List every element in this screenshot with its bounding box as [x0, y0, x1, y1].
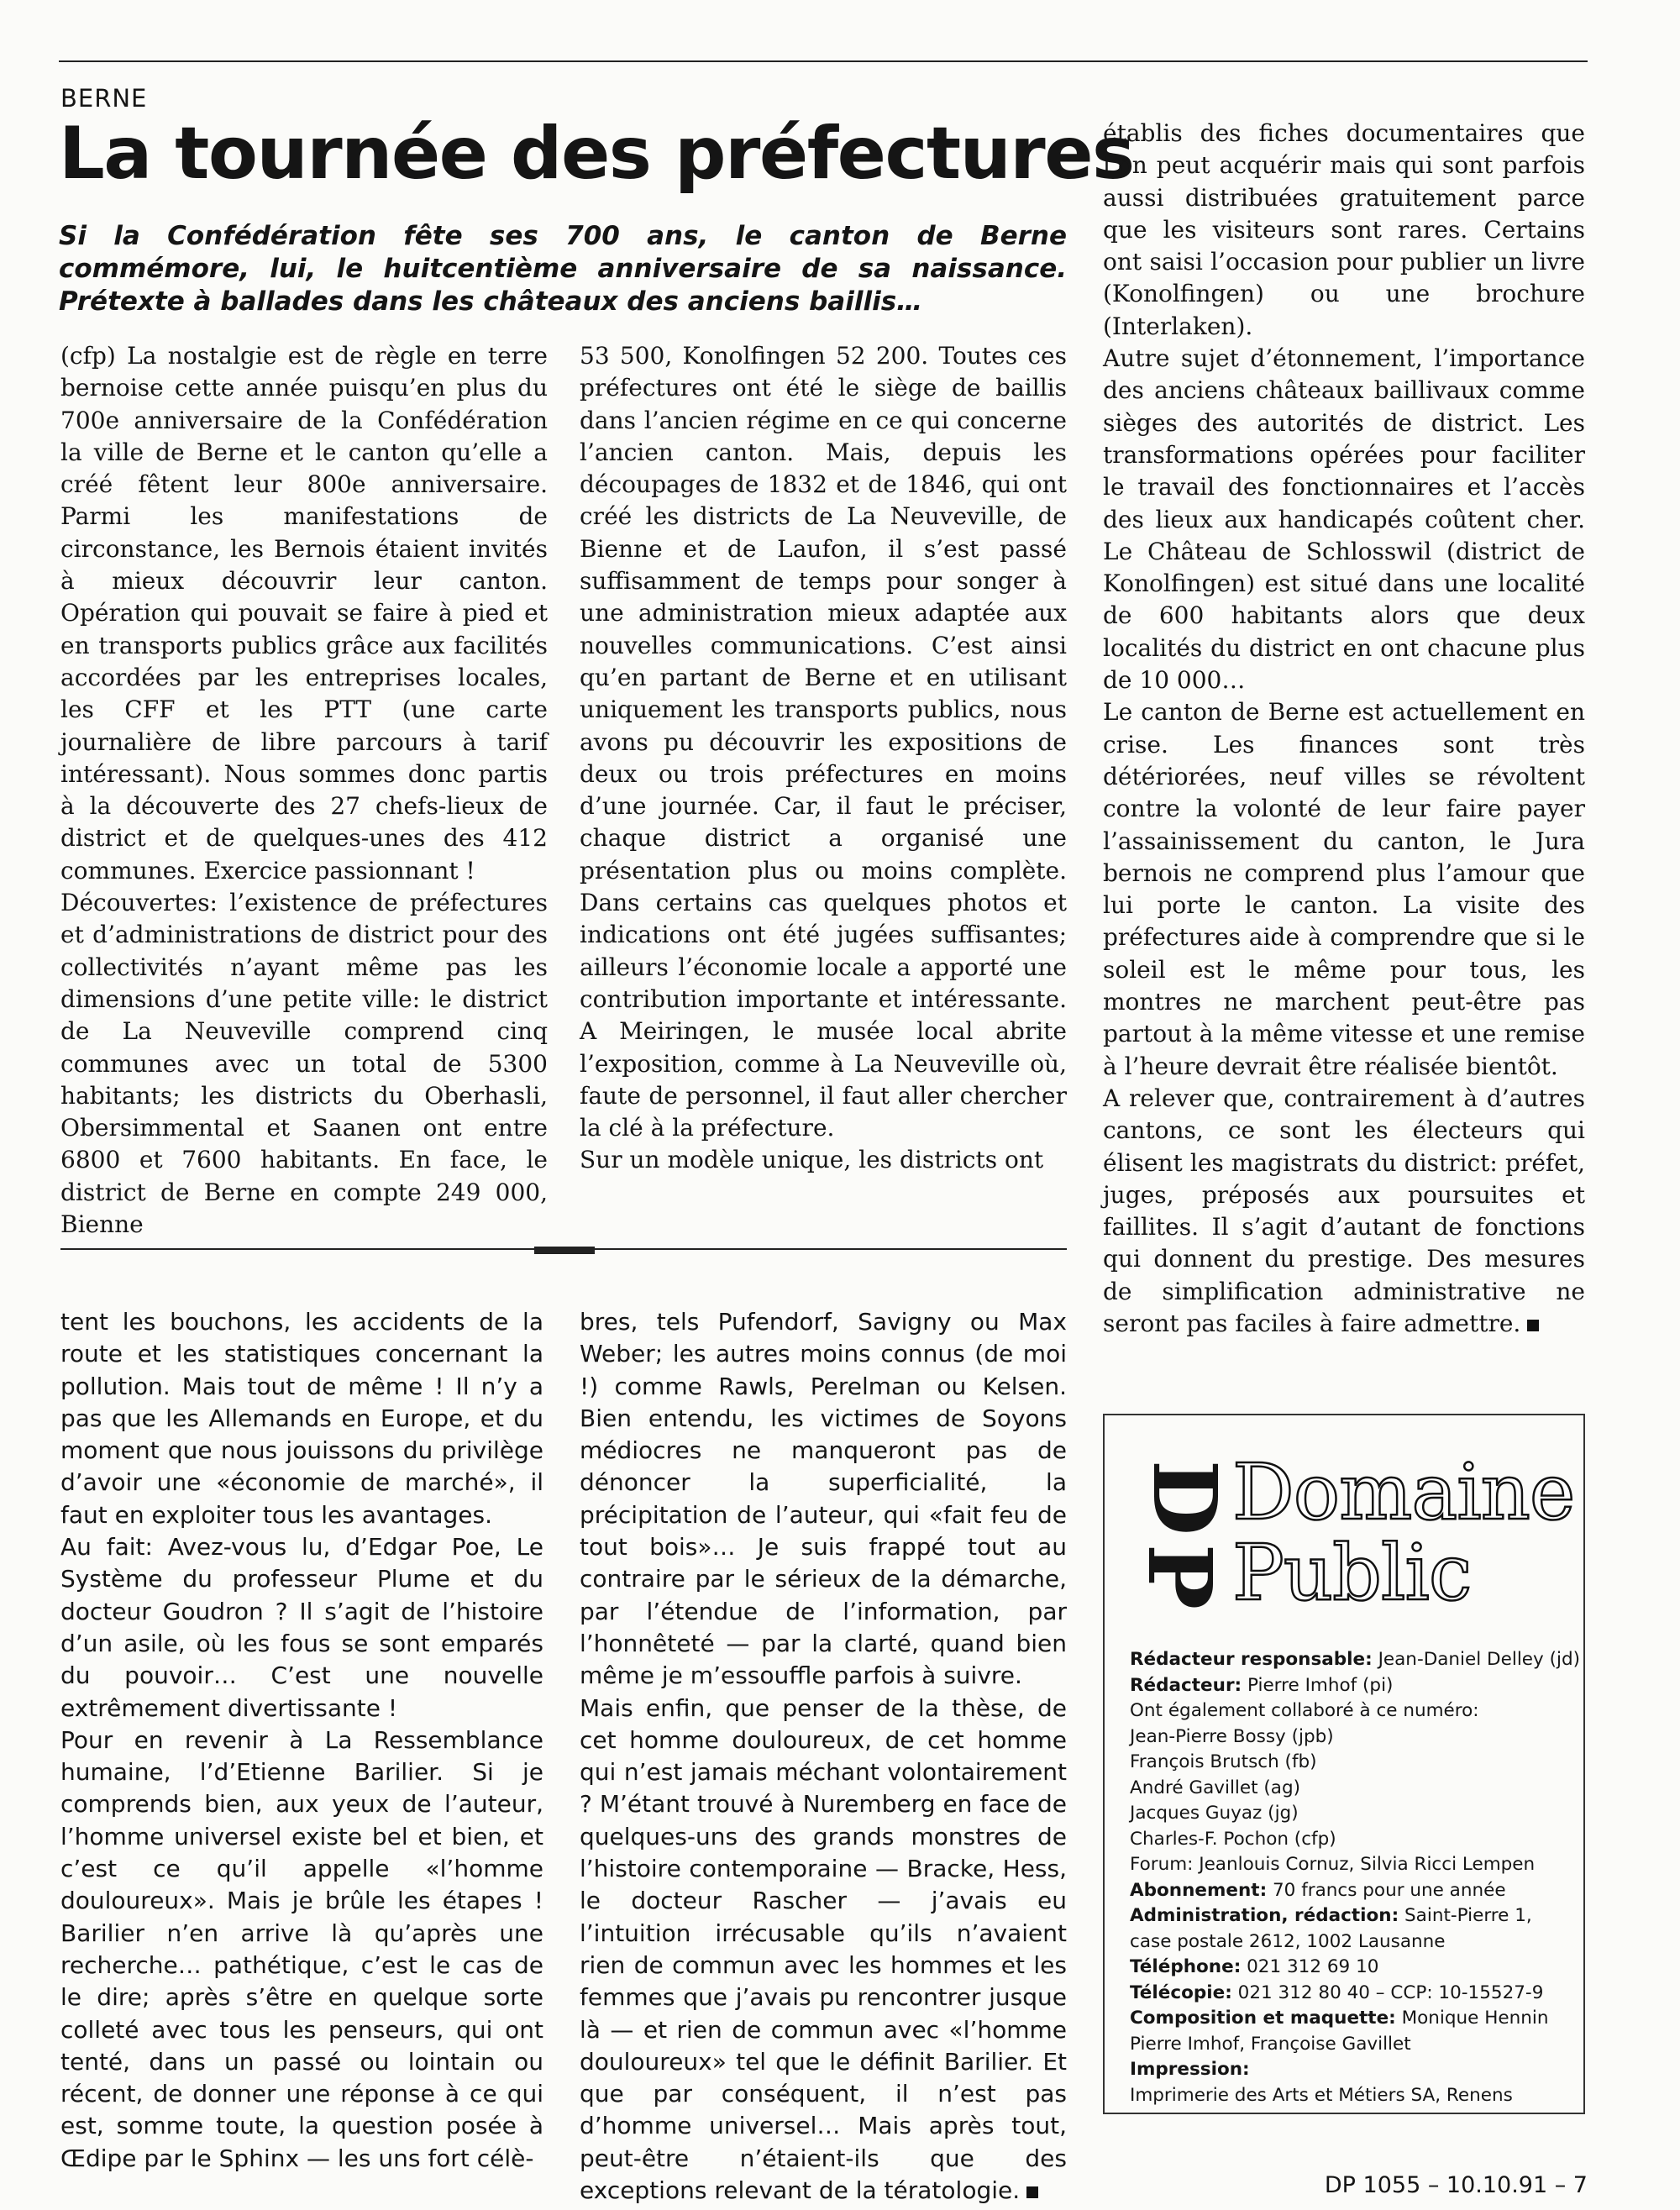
paragraph: Autre sujet d’étonnement, l’importance des anciens châteaux baillivaux comme sièges des autorités de district. Les transformations opérées pour faciliter le travail des fonctionnaires et l’accès des lieux aux handicapés coûtent cher. Le Château de Schlosswil (district de Konolfingen) est situé dans une localité de 600 habitants alors que deux localités du district en ont chacune plus de 10 000…	[1103, 344, 1585, 695]
paragraph: établis des fiches documentaires que l’on peut acquérir mais qui sont parfois aussi distribuées gratuitement parce que les visiteurs sont rares. Certains ont saisi l’occasion pour publier un livre (Konolfingen) ou une brochure (Interlaken).	[1103, 119, 1585, 340]
paragraph: tent les bouchons, les accidents de la route et les statistiques concernant la pollution. Mais tout de même ! Il n’y a pas que les Allemands en Europe, et du moment que nous jouissons du privilège d’avoir une «économie de marché», il faut en exploiter tous les avantages.	[60, 1308, 543, 1529]
divider-bar	[534, 1247, 595, 1254]
credit-line: Jean-Pierre Bossy (jpb)	[1130, 1725, 1334, 1747]
credit-line: François Brutsch (fb)	[1130, 1751, 1317, 1772]
section-kicker: BERNE	[60, 84, 148, 113]
credit-line: Abonnement: 70 francs pour une année	[1130, 1879, 1506, 1901]
paragraph	[1103, 1083, 1585, 1340]
paragraph: Pour en revenir à La Ressemblance humaine, l’d’Etienne Barilier. Si je comprends bien, aux yeux de l’auteur, l’homme universel existe bel et bien, et c’est ce qu’il appelle «l’homme douloureux». Mais je brûle les étapes ! Barilier n’en arrive là qu’après une recherche… pathétique, c’est le cas de le dire; après s’être en quelque sorte colleté avec tous les penseurs, qui ont tenté, dans un passé ou lointain ou récent, de donner une réponse à ce qui est, somme toute, la question posée à Œdipe par le Sphinx — les uns fort célè-	[60, 1725, 543, 2172]
paragraph: Découvertes: l’existence de préfectures et d’administrations de district pour des collectivités n’ayant même pas les dimensions d’une petite ville: le district de La Neuveville comprend cinq communes avec un total de 5300 habitants; les districts du Oberhasli, Obersimmental et Saanen ont entre 6800 et 7600 habitants. En face, le district de Berne en compte 249 000, Bienne	[60, 889, 548, 1239]
credit-line: Impression:	[1130, 2059, 1250, 2080]
article-berne-column-2	[580, 340, 1067, 1177]
credit-line: Jacques Guyaz (jg)	[1130, 1803, 1299, 1824]
credit-line: case postale 2612, 1002 Lausanne	[1130, 1930, 1446, 1952]
headline: La tournée des préfectures	[59, 112, 1134, 196]
page-folio: DP 1055 – 10.10.91 – 7	[1324, 2172, 1588, 2198]
lede: Si la Confédération fête ses 700 ans, le canton de Berne commémore, lui, le huitcentième anniversaire de sa naissance. Prétexte à ballades dans les châteaux des anciens baillis…	[59, 221, 1067, 317]
credit-line: André Gavillet (ag)	[1130, 1777, 1300, 1798]
credits-list	[1130, 1647, 1580, 2108]
credit-line: Rédacteur: Pierre Imhof (pi)	[1130, 1674, 1394, 1696]
paragraph	[580, 1693, 1067, 2207]
brand-line-2: Public	[1232, 1528, 1472, 1618]
credit-line: Imprimerie des Arts et Métiers SA, Renens	[1130, 2084, 1513, 2106]
article-continued-column-1	[60, 1306, 543, 2175]
paragraph-text: Mais enfin, que penser de la thèse, de cet homme douloureux, de cet homme qui n’est jamais méchant volontairement ? M’étant trouvé à Nuremberg en face de quelques-uns des grands monstres de l’histoire contemporaine — Bracke, Hess, le docteur Rascher — j’avais eu l’intuition irrécusable qu’ils n’avaient rien de commun avec les hommes et les femmes que j’avais pu rencontrer jusque là — et rien de commun avec «l’homme douloureux» tel que le définit Barilier. Et que par conséquent, il n’est pas d’homme universel… Mais après tout, peut-être n’étaient-ils que des exceptions relevant de la tératologie.	[580, 1693, 1067, 2205]
masthead-box	[1103, 1414, 1585, 2114]
end-mark-icon	[1527, 1320, 1539, 1331]
article-berne-column-1	[60, 340, 548, 1241]
credit-line: Administration, rédaction: Saint-Pierre 1,	[1130, 1905, 1532, 1926]
paragraph: Au fait: Avez-vous lu, d’Edgar Poe, Le Système du professeur Plume et du docteur Goudron ? Il s’agit de l’histoire d’un asile, où les fous se sont emparés du pouvoir… C’est une nouvelle extrêmement divertissante !	[60, 1533, 543, 1722]
article-continued-column-2	[580, 1306, 1067, 2207]
credit-line: Ont également collaboré à ce numéro:	[1130, 1700, 1479, 1721]
credit-line: Charles-F. Pochon (cfp)	[1130, 1828, 1336, 1850]
paragraph: (cfp) La nostalgie est de règle en terre bernoise cette année puisqu’en plus du 700e anniversaire de la Confédération la ville de Berne et le canton qu’elle a créé fêtent leur 800e anniversaire. Parmi les manifestations de circonstance, les Bernois étaient invités à mieux découvrir leur canton. Opération qui pouvait se faire à pied et en transports publics grâce aux facilités accordées par les entreprises locales, les CFF et les PTT (une carte journalière de libre parcours à tarif intéressant). Nous sommes donc partis à la découverte des 27 chefs-lieux de district et de quelques-unes des 412 communes. Exercice passionnant !	[60, 342, 548, 885]
credit-line: Téléphone: 021 312 69 10	[1130, 1956, 1379, 1977]
dp-logo	[1128, 1449, 1237, 1625]
credit-line: Pierre Imhof, Françoise Gavillet	[1130, 2033, 1411, 2055]
paragraph: bres, tels Pufendorf, Savigny ou Max Weber; les autres moins connus (de moi !) comme Rawls, Perelman ou Kelsen. Bien entendu, les victimes de Soyons médiocres ne manqueront pas de dénoncer la superficialité, la précipitation de l’auteur, qui «fait feu de tout bois»… Je suis frappé tout au contraire par le sérieux de la démarche, par l’étendue de l’information, par l’honnêteté — par la clarté, quand bien même je m’essouffle parfois à suivre.	[580, 1308, 1067, 1690]
paragraph: Sur un modèle unique, les districts ont	[580, 1146, 1044, 1174]
end-mark-icon	[1026, 2186, 1038, 2198]
credit-line: Télécopie: 021 312 80 40 – CCP: 10-15527-9	[1130, 1982, 1544, 2003]
credit-line: Forum: Jeanlouis Cornuz, Silvia Ricci Lempen	[1130, 1854, 1536, 1875]
article-berne-column-3	[1103, 118, 1585, 1340]
top-rule	[59, 60, 1588, 62]
paragraph: 53 500, Konolfingen 52 200. Toutes ces préfectures ont été le siège de baillis dans l’ancien régime en ce qui concerne l’ancien canton. Mais, depuis les découpages de 1832 et de 1846, qui ont créé les districts de La Neuveville, de Bienne et de Laufon, il s’est passé suffisamment de temps pour songer à une administration mieux adaptée aux nouvelles communications. C’est ainsi qu’en partant de Berne et en utilisant uniquement les transports publics, nous avons pu découvrir les expositions de deux ou trois préfectures en moins d’une journée. Car, il faut le préciser, chaque district a organisé une présentation plus ou moins complète. Dans certains cas quelques photos et indications ont été jugées suffisantes; ailleurs l’économie locale a apporté une contribution importante et intéressante. A Meiringen, le musée local abrite l’exposition, comme à La Neuveville où, faute de personnel, il faut aller chercher la clé à la préfecture.	[580, 342, 1067, 1142]
paragraph-text: A relever que, contrairement à d’autres cantons, ce sont les électeurs qui élisent les magistrats du district: préfet, juges, préposés aux poursuites et faillites. Il s’agit d’autant de fonctions qui donnent du prestige. Des mesures de simplification administrative ne seront pas faciles à faire admettre.	[1103, 1084, 1585, 1337]
brand-line-1: Domaine	[1232, 1447, 1575, 1537]
paragraph: Le canton de Berne est actuellement en crise. Les finances sont très détériorées, neuf villes se révoltent contre la volonté de leur faire payer l’assainissement du canton, le Jura bernois ne comprend plus l’amour que lui porte le canton. La visite des préfectures aide à comprendre que si le soleil est le même pour tous, les montres ne marchent peut-être pas partout à la même vitesse et une remise à l’heure devrait être réalisée bientôt.	[1103, 698, 1585, 1080]
credit-line: Composition et maquette: Monique Hennin	[1130, 2008, 1549, 2029]
credit-line: Rédacteur responsable: Jean-Daniel Delley (jd)	[1130, 1649, 1580, 1670]
logo-letter-d: D	[1133, 1459, 1237, 1536]
logo-letter-p: P	[1128, 1543, 1232, 1610]
brand-name	[1232, 1447, 1575, 1618]
